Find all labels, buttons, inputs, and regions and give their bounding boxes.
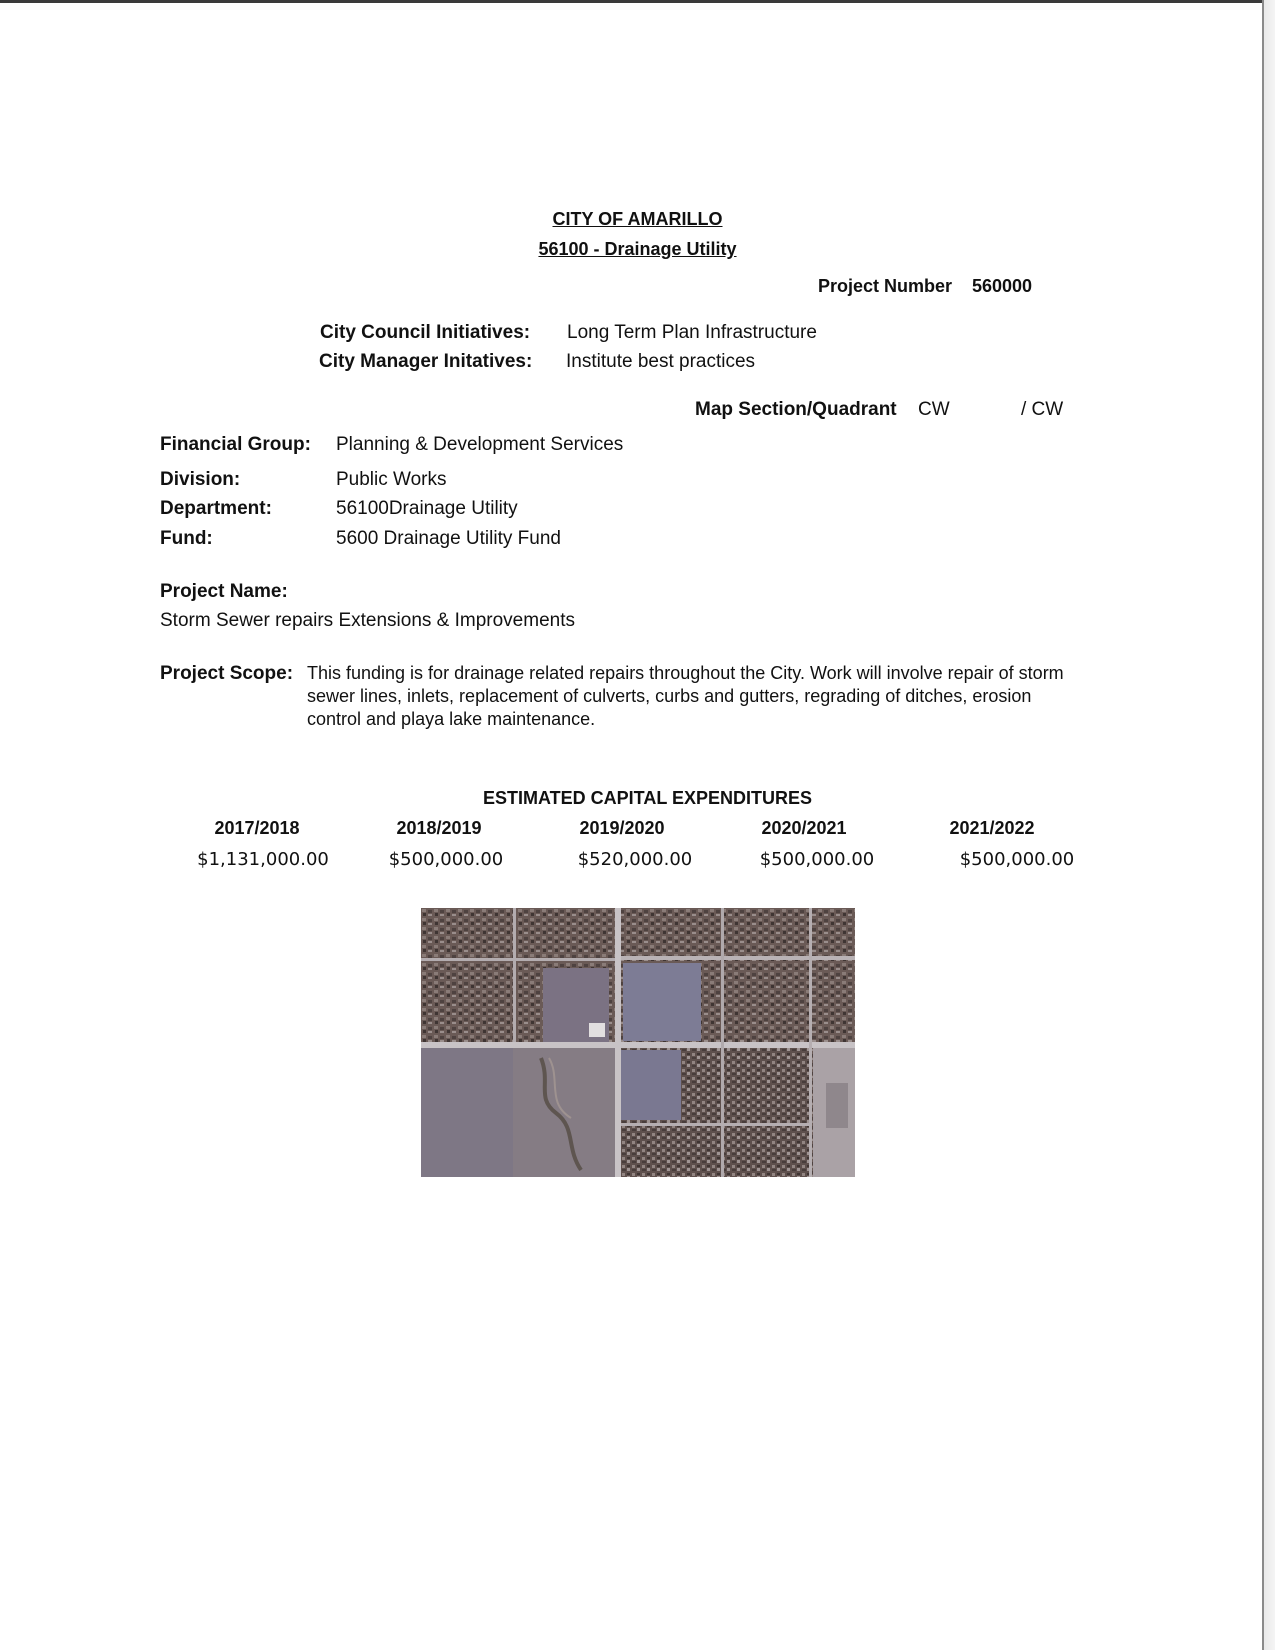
year-header: 2019/2020 bbox=[579, 818, 665, 838]
project-number-label: Project Number bbox=[818, 276, 953, 296]
department-value: 56100Drainage Utility bbox=[336, 498, 518, 519]
council-initiatives-value: Long Term Plan Infrastructure bbox=[567, 322, 817, 343]
year-header: 2018/2019 bbox=[396, 818, 482, 838]
amount-value: $520,000.00 bbox=[577, 849, 693, 870]
aerial-map-image bbox=[421, 908, 855, 1177]
financial-group-label: Financial Group: bbox=[160, 434, 311, 455]
fund-label: Fund: bbox=[160, 528, 213, 549]
scan-top-edge bbox=[0, 0, 1262, 3]
amount-value: $500,000.00 bbox=[388, 849, 504, 870]
project-number: 560000 bbox=[972, 276, 1033, 296]
manager-initiatives-value: Institute best practices bbox=[566, 351, 756, 372]
manager-initiatives-label: City Manager Initatives: bbox=[319, 351, 533, 372]
year-header: 2020/2021 bbox=[761, 818, 847, 838]
department-subtitle: 56100 - Drainage Utility bbox=[538, 239, 737, 259]
project-name-label: Project Name: bbox=[160, 581, 288, 602]
map-section-label: Map Section/Quadrant bbox=[695, 399, 897, 420]
council-initiatives-label: City Council Initiatives: bbox=[320, 322, 531, 343]
division-label: Division: bbox=[160, 469, 241, 490]
amount-value: $500,000.00 bbox=[759, 849, 875, 870]
year-header: 2021/2022 bbox=[949, 818, 1035, 838]
project-scope-text: This funding is for drainage related repairs throughout the City. Work will involve repair of storm sewer lines, inlets, replacement of culverts, curbs and gutters, regrading of ditches, erosion control and playa lake maintenance. bbox=[307, 663, 1064, 729]
amount-value: $500,000.00 bbox=[959, 849, 1075, 870]
project-scope-label: Project Scope: bbox=[160, 663, 294, 684]
division-value: Public Works bbox=[336, 469, 447, 490]
map-quadrant-value: / CW bbox=[1021, 399, 1064, 420]
year-header: 2017/2018 bbox=[214, 818, 300, 838]
expenditures-title: ESTIMATED CAPITAL EXPENDITURES bbox=[482, 788, 813, 808]
city-title: CITY OF AMARILLO bbox=[552, 209, 723, 229]
department-label: Department: bbox=[160, 498, 272, 519]
financial-group-value: Planning & Development Services bbox=[336, 434, 624, 455]
project-name-value: Storm Sewer repairs Extensions & Improvements bbox=[160, 610, 575, 631]
map-section-value: CW bbox=[918, 399, 950, 420]
amount-value: $1,131,000.00 bbox=[197, 849, 329, 870]
fund-value: 5600 Drainage Utility Fund bbox=[336, 528, 561, 549]
